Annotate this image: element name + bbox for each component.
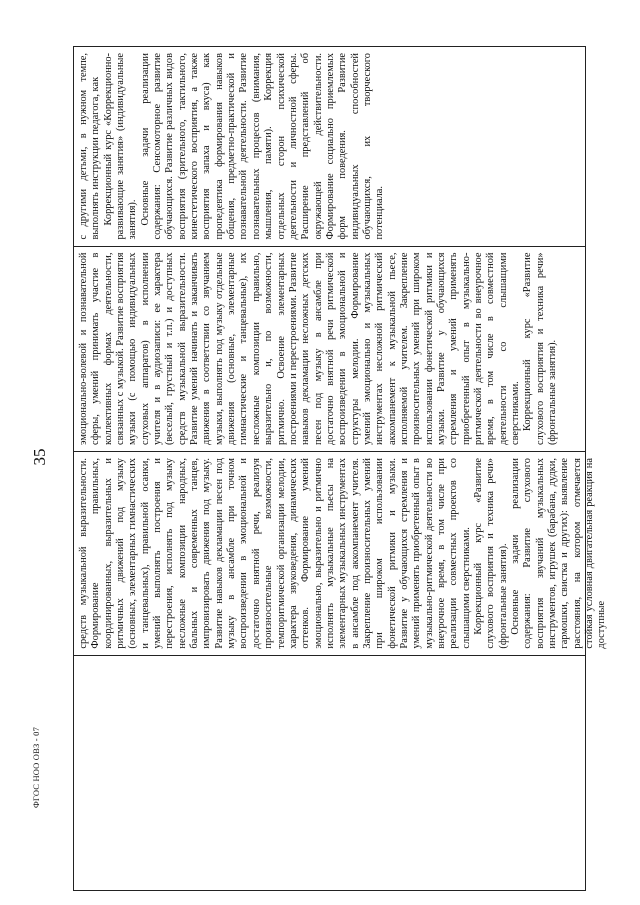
table-column-b — [74, 246, 585, 452]
col-a-paragraph-2: Коррекционный курс «Развитие слухового восприятия и техника речи» (фронтальные занятия). — [473, 458, 509, 649]
col-b-paragraph-1: эмоционально-волевой и познавательной сферы, умений принимать участие в коллективных формах деятельности, связанных с музыкой. Развитие восприятия музыки (с помощью индивидуальных слуховых аппаратов) в исполнении учителя и в аудиозаписи: ее характера (веселый, грустный и т.п.) и доступных средств музыкальной выразительности. Развитие умений начинать и заканчивать движения в соответствии со звучанием музыки, выполнять под музыку отдельные движения (основные, элементарные гимнастические и танцевальные), их несложные композиции правильно, выразительно и, по возможности, ритмично. Освоение элементарных построениями и перестроениями. Развитие навыков декламации несложных детских песен под музыку в ансамбле при достаточно внятной речи ритмической воспроизведении в эмоциональной и структуры мелодии. Формирование умений эмоционально и музыкальных инструментах несложной ритмический аккомпанемент к музыкальной пьесе, исполняемой учителем. Закрепление произносительных умений при широком использовании фонетической ритмики и музыки. Развитие у обучающихся стремления и умений применять приобретенный опыт в музыкально-ритмической деятельности во внеурочное время, в том числе в совместной деятельности со слышащими сверстниками. — [78, 252, 522, 446]
col-b-paragraph-2: Коррекционный курс «Развитие слухового восприятия и техника речи» (фронтальные занятия). — [522, 252, 559, 446]
footer-document-code: ФГОС НОО ОВЗ - 07 — [31, 726, 41, 808]
table-column-c — [74, 47, 585, 246]
col-c-paragraph-1: с другими детьми, в нужном темпе, выполнять инструкции педагога, как — [78, 53, 102, 240]
col-c-paragraph-3: Основные задачи реализации содержания: Сенсомоторное развитие обучающихся. Развитие различных видов восприятия (зрительного, тактильного, кинестетического восприятия, а также восприятия запаха и вкуса) как пропедевтика формирования навыков общения, предметно-практической и познавательной деятельности. Развитие познавательных процессов (внимания, мышления, памяти). Коррекция отдельных сторон психической деятельности и личностной сферы. Расширение представлений об окружающей действительности. Формирование социально приемлемых форм поведения. Развитие индивидуальных способностей обучающихся, их творческого потенциала. — [139, 53, 386, 240]
page-number: 35 — [30, 448, 49, 466]
col-c-paragraph-2: Коррекционный курс «Коррекционно-развивающие занятия» (индивидуальные занятия). — [102, 53, 139, 240]
table-column-a — [74, 451, 608, 655]
col-a-paragraph-1: средств музыкальной выразительности. Формирование правильных, координированных, выразительных и ритмичных движений под музыку (основных, элементарных гимнастических и танцевальных), правильной осанки, умений выполнять построения и перестроения, исполнять под музыку несложные композиции народных, бальных и современных танцев, импровизировать движения под музыку. Развитие навыков декламации песен под музыку в ансамбле при точном воспроизведении в эмоциональной и достаточно внятной речи, реализуя произносительные возможности, темпоритмической организации мелодии, характера звуковедения, динамических оттенков. Формирование умений эмоционально, выразительно и ритмично исполнять музыкальные пьесы на элементарных музыкальных инструментах в ансамбле под аккомпанемент учителя. Закрепление произносительных умений при широком использовании фонетической ритмики и музыки. Развитие у обучающихся стремления и умений применять приобретенный опыт в музыкально-ритмической деятельности во внеурочное время, в том числе при реализации совместных проектов со слышащими сверстниками. — [78, 458, 472, 649]
table-column-empty — [74, 655, 585, 890]
col-a-paragraph-3: Основные задачи реализации содержания: Развитие слухового восприятия звучаний музыкальных инструментов, игрушек (барабана, дудки, гармошки, свистка и других): выявление расстояния, на котором отмечается стойкая условная двигательная реакция на доступные — [510, 458, 608, 649]
curriculum-table — [73, 46, 608, 891]
